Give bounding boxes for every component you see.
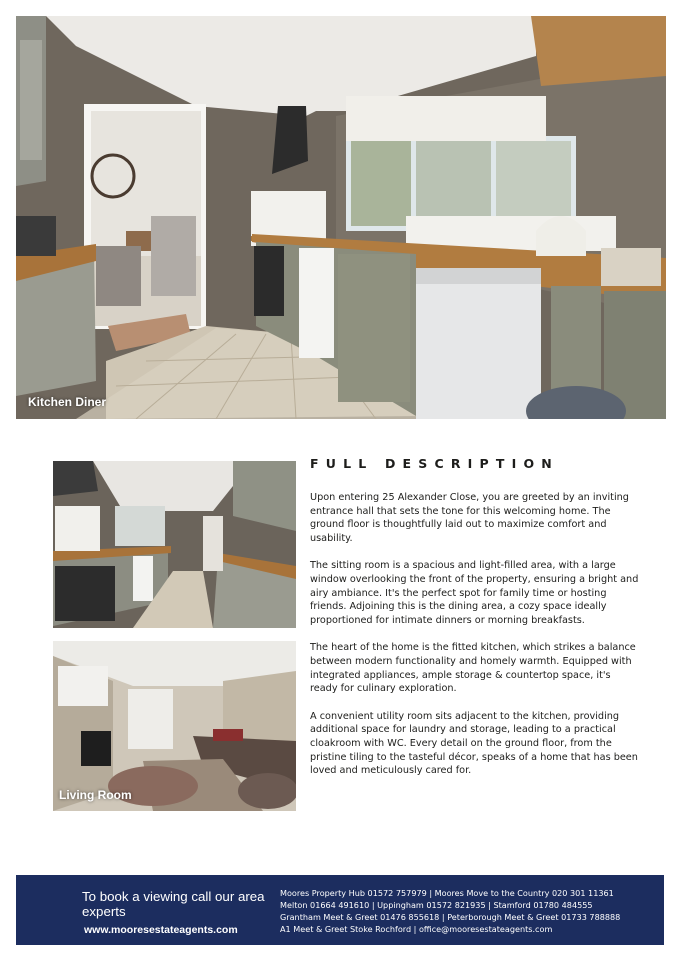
photo-caption-living-room: Living Room: [59, 788, 132, 802]
description-paragraph: Upon entering 25 Alexander Close, you are greeted by an inviting entrance hall that sets the tone for this welcoming home. The ground floor is thoughtfully laid out to maximize comfort and usability.: [310, 492, 629, 544]
contact-line: Grantham Meet & Greet 01476 855618 | Peterborough Meet & Greet 01733 788888: [280, 912, 621, 923]
website-link[interactable]: www.mooresestateagents.com: [84, 924, 238, 936]
booking-call-to-action: To book a viewing call our area experts: [82, 889, 265, 919]
photo-caption-kitchen-diner: Kitchen Diner: [28, 395, 107, 409]
kitchen-photo: [53, 461, 296, 628]
contact-line: Melton 01664 491610 | Uppingham 01572 821935 | Stamford 01780 484555: [280, 900, 593, 911]
office-contacts: [280, 887, 660, 935]
contact-line: A1 Meet & Greet Stoke Rochford | office@mooresestateagents.com: [280, 924, 553, 935]
full-description-section: [310, 456, 640, 792]
description-paragraph: A convenient utility room sits adjacent to the kitchen, providing additional space for laundry and storage, leading to a practical cloakroom with WC. Every detail on the ground floor, from the pristine tiling to the tasteful décor, speaks of a home that has been loved and meticulously cared for.: [310, 710, 638, 777]
description-paragraph: The sitting room is a spacious and light-filled area, with a large window overlooking the front of the property, ensuring a bright and airy ambiance. It's the perfect spot for family time or hosting friends. Adjoining this is the dining area, a cozy space ideally proportioned for intimate dinners or morning breakfasts.: [310, 560, 639, 626]
living-room-photo: [53, 641, 296, 811]
description-heading: FULL DESCRIPTION: [310, 456, 559, 471]
kitchen-diner-photo: [16, 16, 666, 419]
description-paragraph: The heart of the home is the fitted kitchen, which strikes a balance between modern functionality and homely warmth. Equipped with integrated appliances, ample storage & countertop space, it's ready for culinary exploration.: [310, 642, 636, 695]
contact-footer: [16, 875, 664, 945]
contact-line: Moores Property Hub 01572 757979 | Moores Move to the Country 020 301 11361: [280, 888, 614, 898]
